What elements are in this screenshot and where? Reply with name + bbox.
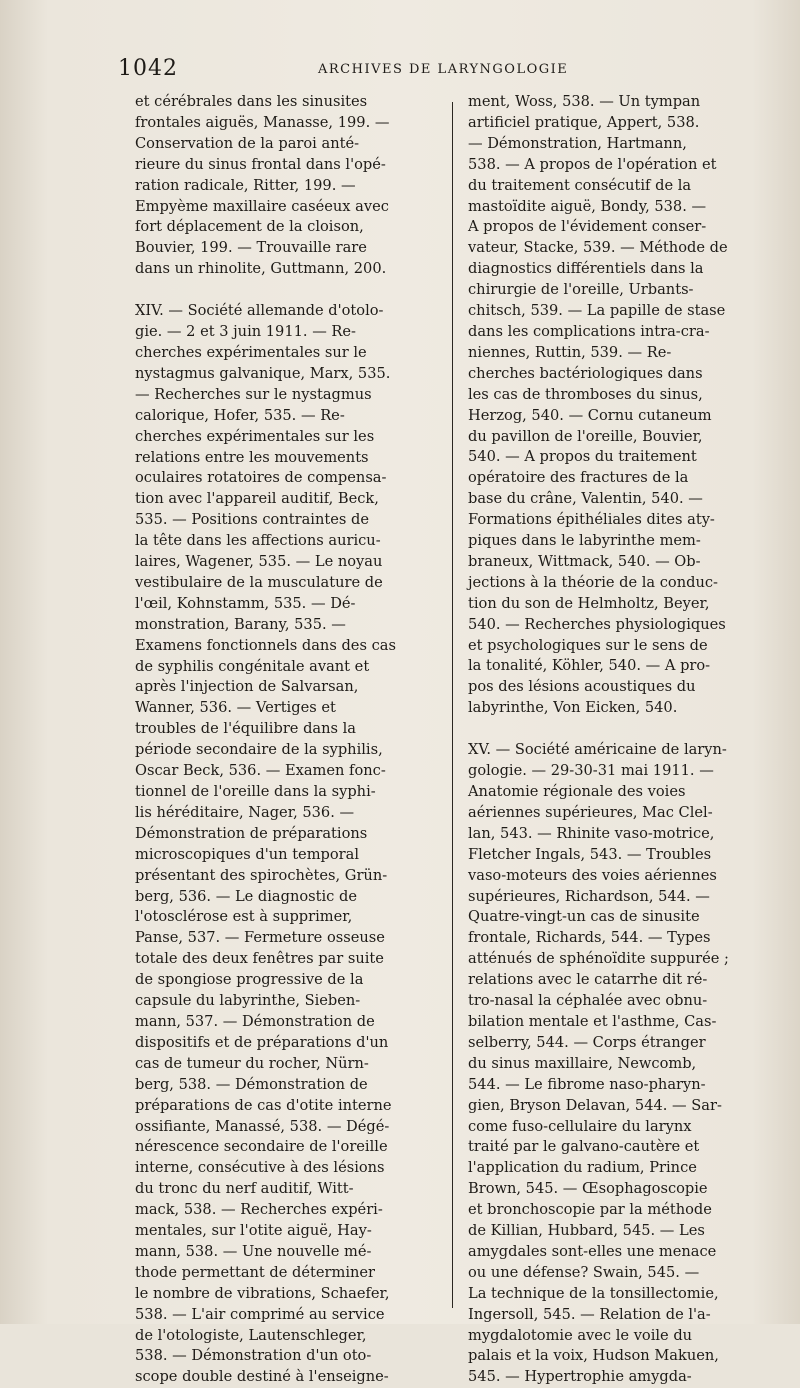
text-line: diagnostics différentiels dans la: [468, 260, 704, 278]
text-line: relations avec le catarrhe dit ré-: [468, 971, 708, 989]
text-line: la tonalité, Köhler, 540. — A pro-: [468, 657, 711, 675]
text-line: 538. — L'air comprimé au service: [135, 1305, 385, 1323]
text-line: troubles de l'équilibre dans la: [135, 720, 357, 738]
text-line: de Killian, Hubbard, 545. — Les: [468, 1222, 705, 1240]
text-line: piques dans le labyrinthe mem-: [468, 532, 701, 550]
text-line: fort déplacement de la cloison,: [135, 218, 364, 236]
text-line: dispositifs et de préparations d'un: [135, 1033, 389, 1051]
text-line: base du crâne, Valentin, 540. —: [468, 490, 703, 508]
page-number: 1042: [118, 56, 178, 81]
left-text-column: [135, 92, 431, 1388]
running-title: ARCHIVES DE LARYNGOLOGIE: [318, 62, 569, 77]
text-line: après l'injection de Salvarsan,: [135, 678, 359, 696]
text-line: 538. — A propos de l'opération et: [468, 155, 717, 173]
text-line: le nombre de vibrations, Schaefer,: [135, 1284, 390, 1302]
text-line: Examens fonctionnels dans des cas: [135, 636, 396, 654]
text-line: nystagmus galvanique, Marx, 535.: [135, 364, 391, 382]
text-line: l'œil, Kohnstamm, 535. — Dé-: [135, 594, 356, 612]
text-line: Quatre-vingt-un cas de sinusite: [468, 908, 700, 926]
text-line: pos des lésions acoustiques du: [468, 678, 696, 696]
text-line: ration radicale, Ritter, 199. —: [135, 176, 356, 194]
text-line: et psychologiques sur le sens de: [468, 636, 708, 654]
text-line: atténués de sphénoïdite suppurée ;: [468, 950, 729, 968]
text-line: l'otosclérose est à supprimer,: [135, 908, 353, 926]
text-line: cherches expérimentales sur les: [135, 427, 375, 445]
text-line: l'application du radium, Prince: [468, 1159, 697, 1177]
text-line: come fuso-cellulaire du larynx: [468, 1117, 692, 1135]
text-line: du pavillon de l'oreille, Bouvier,: [468, 427, 703, 445]
text-line: du traitement consécutif de la: [468, 176, 692, 194]
text-line: mygdalotomie avec le voile du: [468, 1326, 693, 1344]
text-line: Formations épithéliales dites aty-: [468, 511, 715, 529]
text-line: et bronchoscopie par la méthode: [468, 1201, 712, 1219]
text-line: de l'otologiste, Lautenschleger,: [135, 1326, 367, 1344]
text-line: 545. — Hypertrophie amygda-: [468, 1368, 692, 1386]
text-line: relations entre les mouvements: [135, 448, 369, 466]
right-text-column: [468, 92, 780, 1388]
text-line: rieure du sinus frontal dans l'opé-: [135, 155, 386, 173]
text-line: artificiel pratique, Appert, 538.: [468, 113, 700, 131]
text-line: cherches expérimentales sur le: [135, 343, 367, 361]
text-line: La technique de la tonsillectomie,: [468, 1284, 719, 1302]
text-line: frontales aiguës, Manasse, 199. —: [135, 113, 390, 131]
text-line: chitsch, 539. — La papille de stase: [468, 302, 726, 320]
text-line: tro-nasal la céphalée avec obnu-: [468, 992, 708, 1010]
text-line: cherches bactériologiques dans: [468, 364, 703, 382]
text-line: A propos de l'évidement conser-: [468, 218, 707, 236]
text-line: thode permettant de déterminer: [135, 1263, 376, 1281]
text-line: microscopiques d'un temporal: [135, 845, 360, 863]
text-line: lis héréditaire, Nager, 536. —: [135, 803, 355, 821]
text-line: Oscar Beck, 536. — Examen fonc-: [135, 762, 386, 780]
text-line: traité par le galvano-cautère et: [468, 1138, 700, 1156]
text-line: Conservation de la paroi anté-: [135, 134, 360, 152]
paragraph-gap: [468, 719, 780, 740]
text-line: tionnel de l'oreille dans la syphi-: [135, 783, 376, 800]
text-line: — Recherches sur le nystagmus: [135, 385, 372, 403]
text-line: laires, Wagener, 535. — Le noyau: [135, 553, 383, 571]
text-line: 540. — A propos du traitement: [468, 448, 697, 466]
text-line: XIV. — Société allemande d'otolo-: [135, 302, 384, 320]
text-line: Bouvier, 199. — Trouvaille rare: [135, 239, 367, 257]
text-line: nérescence secondaire de l'oreille: [135, 1138, 388, 1156]
text-line: Fletcher Ingals, 543. — Troubles: [468, 845, 712, 863]
text-line: dans un rhinolite, Guttmann, 200.: [135, 260, 387, 278]
text-line: berg, 536. — Le diagnostic de: [135, 887, 357, 905]
text-line: du tronc du nerf auditif, Witt-: [135, 1180, 354, 1198]
text-line: tion du son de Helmholtz, Beyer,: [468, 594, 710, 612]
text-line: mann, 537. — Démonstration de: [135, 1012, 375, 1030]
text-line: de spongiose progressive de la: [135, 971, 364, 989]
text-line: gien, Bryson Delavan, 544. — Sar-: [468, 1096, 722, 1114]
text-line: tion avec l'appareil auditif, Beck,: [135, 490, 379, 508]
text-line: mann, 538. — Une nouvelle mé-: [135, 1242, 372, 1260]
text-line: lan, 543. — Rhinite vaso-motrice,: [468, 824, 715, 842]
text-line: palais et la voix, Hudson Makuen,: [468, 1347, 719, 1365]
text-line: interne, consécutive à des lésions: [135, 1159, 385, 1177]
text-line: chirurgie de l'oreille, Urbants-: [468, 281, 694, 299]
text-line: mack, 538. — Recherches expéri-: [135, 1201, 383, 1219]
text-line: supérieures, Richardson, 544. —: [468, 887, 710, 905]
text-line: 544. — Le fibrome naso-pharyn-: [468, 1075, 706, 1093]
text-line: totale des deux fenêtres par suite: [135, 950, 384, 968]
page-header: [118, 56, 718, 82]
text-line: — Démonstration, Hartmann,: [468, 134, 687, 152]
text-line: 535. — Positions contraintes de: [135, 511, 369, 529]
text-line: la tête dans les affections auricu-: [135, 532, 381, 550]
text-line: mentales, sur l'otite aiguë, Hay-: [135, 1222, 372, 1240]
text-line: scope double destiné à l'enseigne-: [135, 1368, 389, 1386]
text-line: gologie. — 29-30-31 mai 1911. —: [468, 762, 714, 780]
text-line: cas de tumeur du rocher, Nürn-: [135, 1054, 369, 1072]
text-line: mastoïdite aiguë, Bondy, 538. —: [468, 197, 707, 215]
text-line: capsule du labyrinthe, Sieben-: [135, 992, 361, 1010]
text-line: selberry, 544. — Corps étranger: [468, 1033, 706, 1051]
text-line: bilation mentale et l'asthme, Cas-: [468, 1012, 717, 1030]
text-line: jections à la théorie de la conduc-: [468, 573, 718, 591]
column-divider: [452, 102, 453, 1308]
text-line: monstration, Barany, 535. —: [135, 615, 346, 633]
text-line: Panse, 537. — Fermeture osseuse: [135, 929, 385, 947]
text-line: et cérébrales dans les sinusites: [135, 93, 368, 110]
text-line: vateur, Stacke, 539. — Méthode de: [468, 239, 728, 257]
text-line: ou une défense? Swain, 545. —: [468, 1263, 700, 1281]
text-line: les cas de thromboses du sinus,: [468, 385, 703, 403]
text-line: ossifiante, Manassé, 538. — Dégé-: [135, 1117, 390, 1135]
text-line: Démonstration de préparations: [135, 824, 368, 842]
text-line: du sinus maxillaire, Newcomb,: [468, 1054, 697, 1072]
text-line: Wanner, 536. — Vertiges et: [135, 699, 336, 717]
text-line: vestibulaire de la musculature de: [135, 573, 383, 591]
text-line: oculaires rotatoires de compensa-: [135, 469, 387, 487]
paragraph-gap: [135, 280, 431, 301]
text-line: Herzog, 540. — Cornu cutaneum: [468, 406, 712, 424]
text-line: période secondaire de la syphilis,: [135, 741, 383, 759]
text-line: gie. — 2 et 3 juin 1911. — Re-: [135, 323, 356, 341]
text-line: Anatomie régionale des voies: [468, 783, 686, 800]
text-line: ment, Woss, 538. — Un tympan: [468, 93, 701, 110]
text-line: frontale, Richards, 544. — Types: [468, 929, 711, 947]
text-line: Brown, 545. — Œsophagoscopie: [468, 1180, 708, 1198]
text-line: labyrinthe, Von Eicken, 540.: [468, 699, 678, 717]
text-line: Ingersoll, 545. — Relation de l'a-: [468, 1305, 711, 1323]
text-line: vaso-moteurs des voies aériennes: [468, 866, 717, 884]
text-line: opératoire des fractures de la: [468, 469, 689, 487]
text-line: aériennes supérieures, Mac Clel-: [468, 803, 713, 821]
text-line: calorique, Hofer, 535. — Re-: [135, 406, 345, 424]
text-line: braneux, Wittmack, 540. — Ob-: [468, 552, 701, 570]
text-line: dans les complications intra-cra-: [468, 322, 710, 340]
text-line: berg, 538. — Démonstration de: [135, 1075, 368, 1093]
text-line: préparations de cas d'otite interne: [135, 1096, 392, 1114]
text-line: de syphilis congénitale avant et: [135, 657, 370, 675]
text-line: présentant des spirochètes, Grün-: [135, 866, 388, 884]
text-line: XV. — Société américaine de laryn-: [468, 741, 727, 759]
text-line: 540. — Recherches physiologiques: [468, 615, 726, 633]
text-line: Empyème maxillaire caséeux avec: [135, 197, 389, 215]
text-line: 538. — Démonstration d'un oto-: [135, 1347, 372, 1365]
text-line: niennes, Ruttin, 539. — Re-: [468, 343, 672, 361]
text-line: amygdales sont-elles une menace: [468, 1242, 717, 1260]
